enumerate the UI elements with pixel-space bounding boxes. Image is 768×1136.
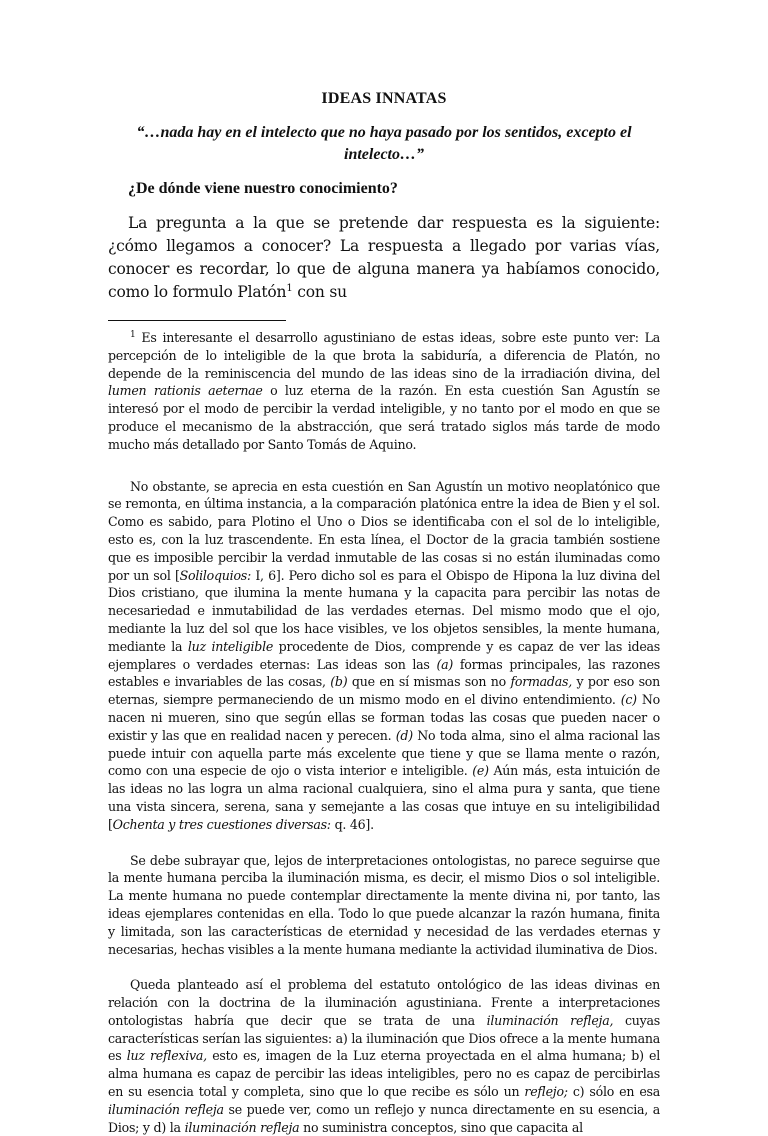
body-paragraph-1: No obstante, se aprecia en esta cuestión en San Agustín un motivo neoplatónico que se remonta, en última instancia, a la comparación platónica entre la idea de Bien y el sol. Como es sabido, para Plotino el Uno o Dios se identificaba con el sol de lo inteligible, esto es, con la luz trascendente. En esta línea, el Doctor de la gracia también sostiene que es imposible percibir la verdad inmutable de las cosas si no están iluminadas como por un sol [Soliloquios: I, 6]. Pero dicho sol es para el Obispo de Hipona la luz divina del Dios cristiano, que ilumina la mente humana y la capacita para percibir las notas de necesariedad e inmutabilidad de las verdades eternas. Del mismo modo que el ojo, mediante la luz del sol que los hace visibles, ve los objetos sensibles, la mente humana, mediante la luz inteligible procedente de Dios, comprende y es capaz de ver las ideas ejemplares o verdades eternas: Las ideas son las (a) formas principales, las razones estables e invariables de las cosas, (b) que en sí mismas son no formadas, y por eso son eternas, siempre permaneciendo de un mismo modo en el divino entendimiento. (c) No nacen ni mueren, sino que según ellas se forman todas las cosas que pueden nacer o existir y las que en realidad nacen y perecen. (d) No toda alma, sino el alma racional las puede intuir con aquella parte más excelente que tiene y que se llama mente o razón, como con una especie de ojo o vista interior e inteligible. (e) Aún más, esta intuición de las ideas no las logra un alma racional cualquiera, sino el alma pura y santa, que tiene una vista sincera, serena, sana y semejante a las cosas que intuye en su inteligibilidad [Ochenta y tres cuestiones diversas: q. 46]. (108, 478, 661, 832)
footnote-ref[interactable]: 1 (286, 282, 293, 294)
section-question: ¿De dónde viene nuestro conocimiento? (128, 180, 398, 197)
footnote-1: $^1$ Es interesante el desarrollo agustiniano de estas ideas, sobre este punto ver: La percepción de lo inteligible de la que brota la sabiduría, a diferencia de Platón, no depende de la reminiscencia del mundo de las ideas sino de la irradiación divina, del lumen rationis aeternae o luz eterna de la razón. En esta cuestión San Agustín se interesó por el modo de percibir la verdad inteligible, y no tanto por el modo en que se produce el mecanismo de la abstracción, que será tratado siglos más tarde de modo mucho más detallado por Santo Tomás de Aquino. (108, 329, 660, 452)
body-paragraph-3: Queda planteado así el problema del estatuto ontológico de las ideas divinas en relación con la doctrina de la iluminación agustiniana. Frente a interpretaciones ontologistas habría que decir que se trata de una iluminación refleja, cuyas características serían las siguientes: a) la iluminación que Dios ofrece a la mente humana es luz reflexiva, esto es, imagen de la Luz eterna proyectada en el alma humana; b) el alma humana es capaz de percibir las ideas inteligibles, pero no es capaz de percibirlas en su esencia total y completa, sino que lo que recibe es sólo un reflejo; c) sólo en esa iluminación refleja se puede ver, como un reflejo y nunca directamente en su esencia, a Dios; y d) la iluminación refleja no suministra conceptos, sino que capacita al (108, 977, 660, 1135)
epigraph-quote: “…nada hay en el intelecto que no haya pasado por los sentidos, excepto el intelecto…” (136, 124, 632, 163)
body-paragraph-2: Se debe subrayar que, lejos de interpretaciones ontologistas, no parece seguirse que la mente humana perciba la iluminación misma, es decir, el mismo Dios o sol inteligible. La mente humana no puede contemplar directamente la mente divina ni, por tanto, las ideas ejemplares contenidas en ella. Todo lo que puede alcanzar la razón humana, finita y limitada, son las características de eternidad y necesidad de las verdades eternas y necesarias, hechas visibles a la mente humana mediante la actividad iluminativa de Dios. (108, 852, 660, 957)
footnote-separator (108, 320, 286, 321)
lead-paragraph: La pregunta a la que se pretende dar respuesta es la siguiente: ¿cómo llegamos a conocer? La respuesta a llegado por varias vías, conocer es recordar, lo que de alguna manera ya habíamos conocido, como lo formulo Platón$^1$ con su (108, 214, 660, 301)
document-title: IDEAS INNATAS (321, 90, 447, 107)
